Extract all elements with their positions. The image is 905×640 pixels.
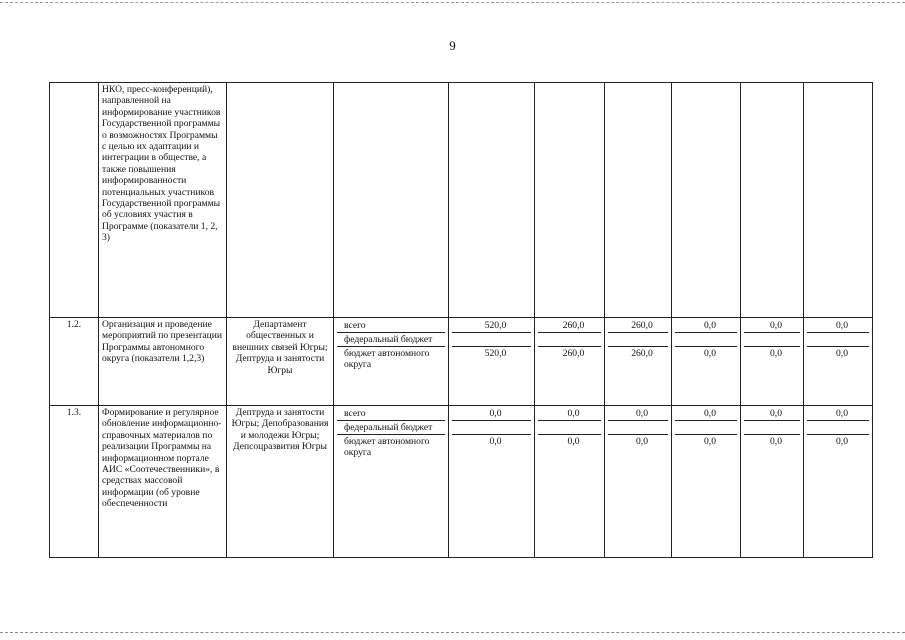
value-total: 260,0 (562, 320, 585, 331)
value-regional: 0,0 (489, 436, 502, 447)
funding-source-regional: бюджет автономного округа (344, 348, 430, 370)
value-regional: 0,0 (704, 348, 716, 359)
funding-source-federal: федеральный бюджет (337, 420, 445, 435)
responsible-executor (227, 83, 334, 318)
value-total: 0,0 (489, 408, 502, 419)
value-total: 0,0 (567, 408, 580, 419)
table-row (50, 318, 873, 406)
funding-source-federal: федеральный бюджет (337, 332, 445, 347)
value-total: 0,0 (836, 408, 848, 419)
value-cell (449, 83, 535, 318)
table-row (50, 83, 873, 318)
value-regional: 0,0 (770, 348, 782, 359)
value-cell (535, 318, 605, 406)
funding-source-cell (334, 83, 449, 318)
value-regional: 0,0 (636, 436, 648, 447)
value-regional: 260,0 (562, 348, 585, 359)
value-regional: 260,0 (631, 348, 653, 359)
value-federal (807, 332, 869, 347)
value-cell (449, 318, 535, 406)
value-regional: 0,0 (836, 348, 848, 359)
value-total: 0,0 (704, 408, 716, 419)
page-number: 9 (449, 38, 456, 53)
value-regional: 0,0 (836, 436, 848, 447)
value-regional: 0,0 (567, 436, 580, 447)
value-cell (672, 318, 741, 406)
value-cell (804, 318, 873, 406)
value-cell (605, 318, 672, 406)
row-number: 1.3. (50, 406, 99, 558)
value-total: 0,0 (704, 320, 716, 331)
funding-source-cell (334, 406, 449, 558)
value-total: 520,0 (484, 320, 507, 331)
program-table (49, 82, 873, 558)
value-federal (675, 420, 737, 435)
measure-description: Организация и проведение мероприятий по презентации Программы автономного округа (показатели 1,2,3) (99, 318, 227, 406)
value-regional: 520,0 (484, 348, 507, 359)
value-total: 0,0 (836, 320, 848, 331)
value-federal (608, 420, 668, 435)
scan-edge-top (0, 2, 905, 3)
value-federal (675, 332, 737, 347)
funding-source-regional: бюджет автономного округа (344, 436, 430, 458)
value-federal (807, 420, 869, 435)
value-federal (452, 420, 531, 435)
value-regional: 0,0 (704, 436, 716, 447)
value-cell (741, 406, 804, 558)
scan-edge-bottom (0, 632, 905, 633)
row-number: 1.2. (50, 318, 99, 406)
value-cell (741, 83, 804, 318)
row-number (50, 83, 99, 318)
value-total: 260,0 (631, 320, 653, 331)
value-cell (605, 83, 672, 318)
value-cell (449, 406, 535, 558)
measure-description: Формирование и регулярное обновление информационно-справочных материалов по реализации Программы на информационном портале АИС «Соотечественники», в средствах массовой информации (об уровне обеспеченности (99, 406, 227, 558)
value-cell (804, 83, 873, 318)
measure-description: НКО, пресс-конференций), направленной на информирование участников Государственной программы о возможностях Программы с целью их адаптации и интеграции в обществе, а также повышения информированности потенциальных участников Государственной программы об условиях участия в Программе (показатели 1, 2, 3) (99, 83, 227, 318)
value-federal (538, 420, 601, 435)
value-regional: 0,0 (770, 436, 782, 447)
value-total: 0,0 (636, 408, 648, 419)
funding-source-total: всего (344, 320, 366, 331)
value-cell (535, 83, 605, 318)
value-federal (608, 332, 668, 347)
value-cell (672, 83, 741, 318)
responsible-executor: Дептруда и занятости Югры; Депобразования и молодежи Югры; Депсоцразвития Югры (227, 406, 334, 558)
value-cell (741, 318, 804, 406)
value-cell (535, 406, 605, 558)
value-total: 0,0 (770, 408, 782, 419)
table-row (50, 406, 873, 558)
value-cell (605, 406, 672, 558)
value-federal (744, 420, 800, 435)
value-federal (538, 332, 601, 347)
funding-source-cell (334, 318, 449, 406)
responsible-executor: Департамент общественных и внешних связей Югры; Дептруда и занятости Югры (227, 318, 334, 406)
funding-source-total: всего (344, 408, 366, 419)
value-federal (452, 332, 531, 347)
value-cell (672, 406, 741, 558)
value-total: 0,0 (770, 320, 782, 331)
value-cell (804, 406, 873, 558)
value-federal (744, 332, 800, 347)
